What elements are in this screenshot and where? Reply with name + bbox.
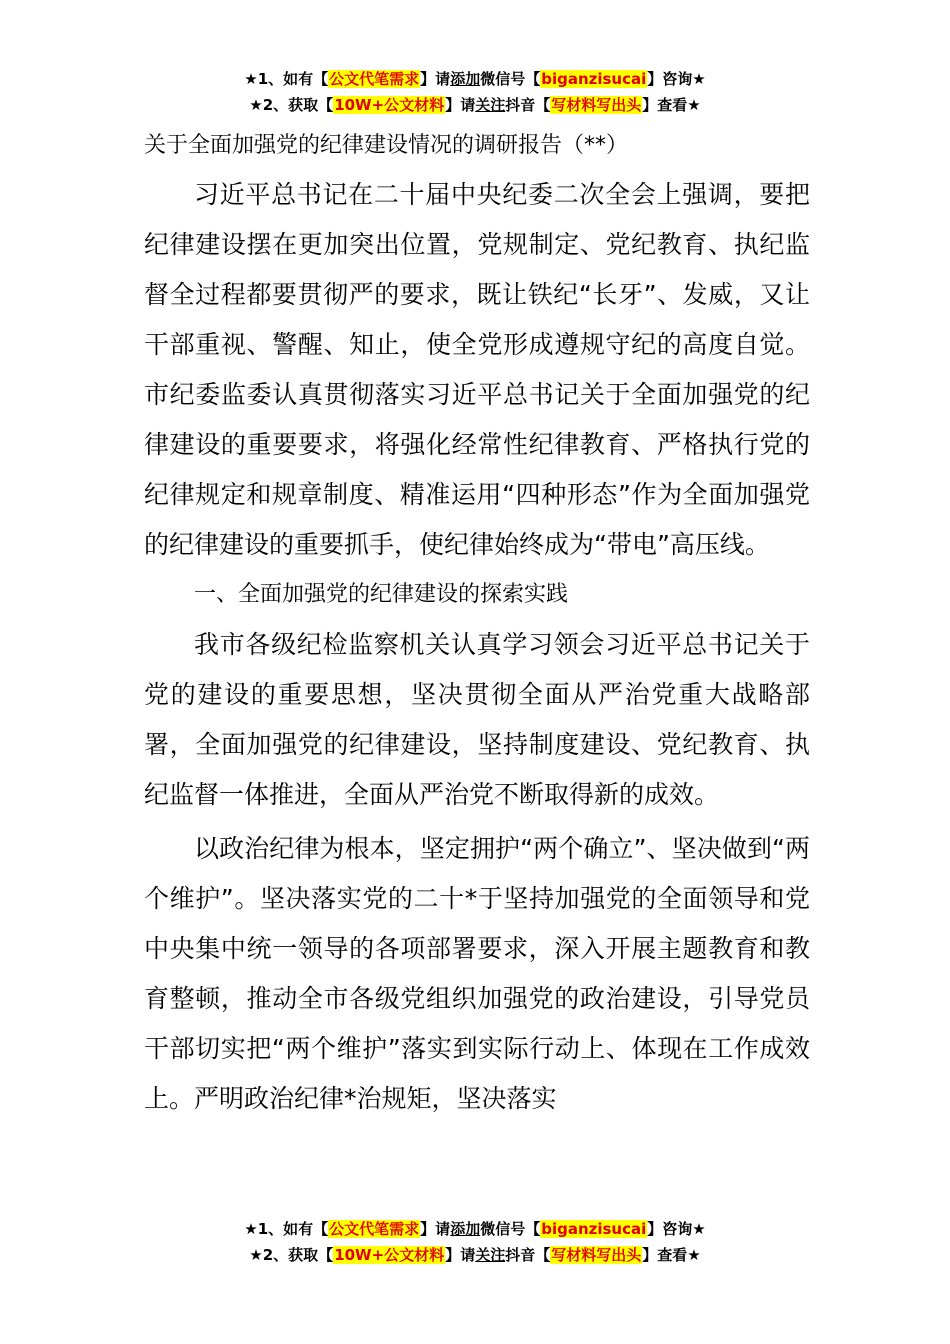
paragraph-political-discipline: 以政治纪律为根本，坚定拥护“两个确立”、坚决做到“两个维护”。坚决落实党的二十*于坚持加强党的全面领导和党中央集中统一领导的各项部署要求，深入开展主题教育和教育整顿，推动全市各级党组织加强党的政治建设，引导党员干部切实把“两个维护”落实到实际行动上、体现在工作成效上。严明政治纪律*治规矩，坚决落实 [144, 834, 810, 1113]
banner-line-2 [0, 1242, 950, 1268]
section-heading-1: 一、全面加强党的纪律建设的探索实践 [194, 582, 569, 607]
banner-text: 】请 [420, 1220, 451, 1238]
banner-text: 】咨询★ [647, 70, 706, 88]
banner-wechat-id: biganzisucai [541, 1220, 647, 1238]
banner-text: 】请 [445, 96, 476, 114]
banner-text: 】咨询★ [647, 1220, 706, 1238]
banner-text: ★2、获取【 [249, 96, 334, 114]
banner-text: 】查看★ [642, 96, 701, 114]
document-body [144, 128, 810, 1124]
banner-douyin-id: 写材料写出头 [551, 1246, 642, 1264]
promo-banner-bottom [0, 1216, 950, 1268]
banner-underlined-text: 关注 [475, 1246, 506, 1264]
banner-underlined-text: 关注 [475, 96, 506, 114]
banner-highlight: 公文代笔需求 [329, 1220, 420, 1238]
paragraph-section-1-intro: 我市各级纪检监察机关认真学习领会习近平总书记关于党的建设的重要思想，坚决贯彻全面从严治党重大战略部署，全面加强党的纪律建设，坚持制度建设、党纪教育、执纪监督一体推进，全面从严治党不断取得新的成效。 [144, 630, 810, 809]
paragraph-intro: 习近平总书记在二十届中央纪委二次全会上强调，要把纪律建设摆在更加突出位置，党规制定、党纪教育、执纪监督全过程都要贯彻严的要求，既让铁纪“长牙”、发威，又让干部重视、警醒、知止，使全党形成遵规守纪的高度自觉。市纪委监委认真贯彻落实习近平总书记关于全面加强党的纪律建设的重要要求，将强化经常性纪律教育、严格执行党的纪律规定和规章制度、精准运用“四种形态”作为全面加强党的纪律建设的重要抓手，使纪律始终成为“带电”高压线。 [144, 180, 810, 559]
banner-text: 】查看★ [642, 1246, 701, 1264]
banner-highlight: 10W+公文材料 [334, 96, 445, 114]
banner-text: ★2、获取【 [249, 1246, 334, 1264]
banner-line-2 [0, 92, 950, 118]
banner-text: ★1、如有【 [244, 70, 329, 88]
banner-line-1 [0, 66, 950, 92]
banner-text: 微信号【 [480, 1220, 541, 1238]
banner-underlined-text: 添加 [450, 70, 481, 88]
banner-wechat-id: biganzisucai [541, 70, 647, 88]
promo-banner-top [0, 66, 950, 118]
banner-text: 抖音【 [505, 96, 551, 114]
banner-text: 微信号【 [480, 70, 541, 88]
banner-douyin-id: 写材料写出头 [551, 96, 642, 114]
banner-highlight: 公文代笔需求 [329, 70, 420, 88]
banner-text: ★1、如有【 [244, 1220, 329, 1238]
banner-underlined-text: 添加 [450, 1220, 481, 1238]
document-title: 关于全面加强党的纪律建设情况的调研报告（**） [144, 133, 629, 158]
banner-text: 抖音【 [505, 1246, 551, 1264]
banner-text: 】请 [445, 1246, 476, 1264]
banner-highlight: 10W+公文材料 [334, 1246, 445, 1264]
banner-line-1 [0, 1216, 950, 1242]
banner-text: 】请 [420, 70, 451, 88]
